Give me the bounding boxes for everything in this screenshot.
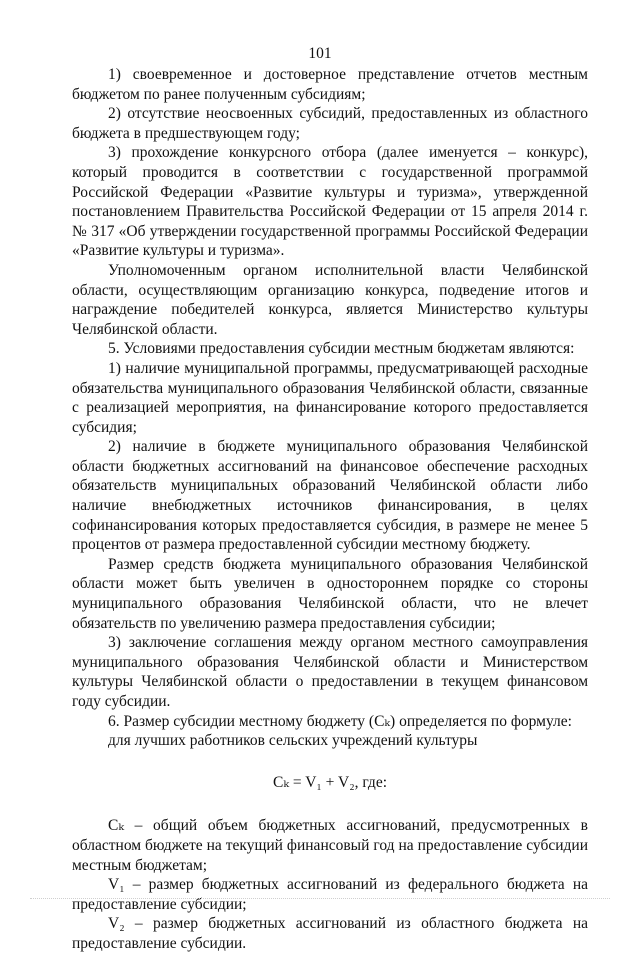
definition: V₁ – размер бюджетных ассигнований из федерального бюджета на предоставление субсидии; (72, 876, 588, 913)
paragraph: 1) наличие муниципальной программы, предусматривающей расходные обязательства муниципального образования Челябинской области, связанные с реализацией мероприятия, на финансирование которого предоставляется субсидия; (72, 359, 588, 436)
paragraph: 3) заключение соглашения между органом местного самоуправления муниципального образования Челябинской области и Министерством культуры Челябинской области о предоставлении в текущем финансовом году субсидии. (72, 634, 588, 710)
paragraph: 6. Размер субсидии местному бюджету (Cₖ) определяется по формуле: (108, 712, 572, 730)
paragraph: 1) своевременное и достоверное представление отчетов местным бюджетом по ранее полученным субсидиям; (72, 66, 588, 103)
definition: V₂ – размер бюджетных ассигнований из областного бюджета на предоставление субсидии. (72, 915, 588, 952)
document-body (72, 65, 588, 954)
page-number: 101 (308, 45, 332, 62)
definition: Cₖ – общий объем бюджетных ассигнований, предусмотренных в областном бюджете на текущий финансовый год на предоставление субсидии местным бюджетам; (72, 817, 588, 874)
paragraph: Уполномоченным органом исполнительной власти Челябинской области, осуществляющим организацию конкурса, подведение итогов и награждение победителей конкурса, является Министерство культуры Челябинской области. (72, 261, 588, 338)
paragraph: 2) наличие в бюджете муниципального образования Челябинской области бюджетных ассигнований на финансовое обеспечение расходных обязательств муниципальных образований Челябинской области либо наличие внебюджетных источников финансирования, в целях софинансирования которых предоставляется субсидия, в размере не менее 5 процентов от размера предоставленной субсидии местному бюджету. (72, 438, 588, 554)
scan-edge-artifact (30, 896, 610, 899)
paragraph: для лучших работников сельских учреждений культуры (108, 732, 478, 750)
paragraph: 5. Условиями предоставления субсидии местным бюджетам являются: (108, 340, 575, 358)
formula: Cₖ = V₁ + V₂, где: (272, 773, 388, 791)
paragraph: Размер средств бюджета муниципального образования Челябинской области может быть увеличен в одностороннем порядке со стороны муниципального образования Челябинской области, что не влечет обязательств по увеличению размера предоставления субсидии; (72, 555, 588, 632)
paragraph: 3) прохождение конкурсного отбора (далее именуется – конкурс), который проводится в соответствии с государственной программой Российской Федерации «Развитие культуры и туризма», утвержденной постановлением Правительства Российской Федерации от 15 апреля 2014 г. № 317 «Об утверждении государственной программы Российской Федерации «Развитие культуры и туризма». (72, 144, 588, 260)
paragraph: 2) отсутствие неосвоенных субсидий, предоставленных из областного бюджета в предшествующем году; (72, 105, 588, 142)
